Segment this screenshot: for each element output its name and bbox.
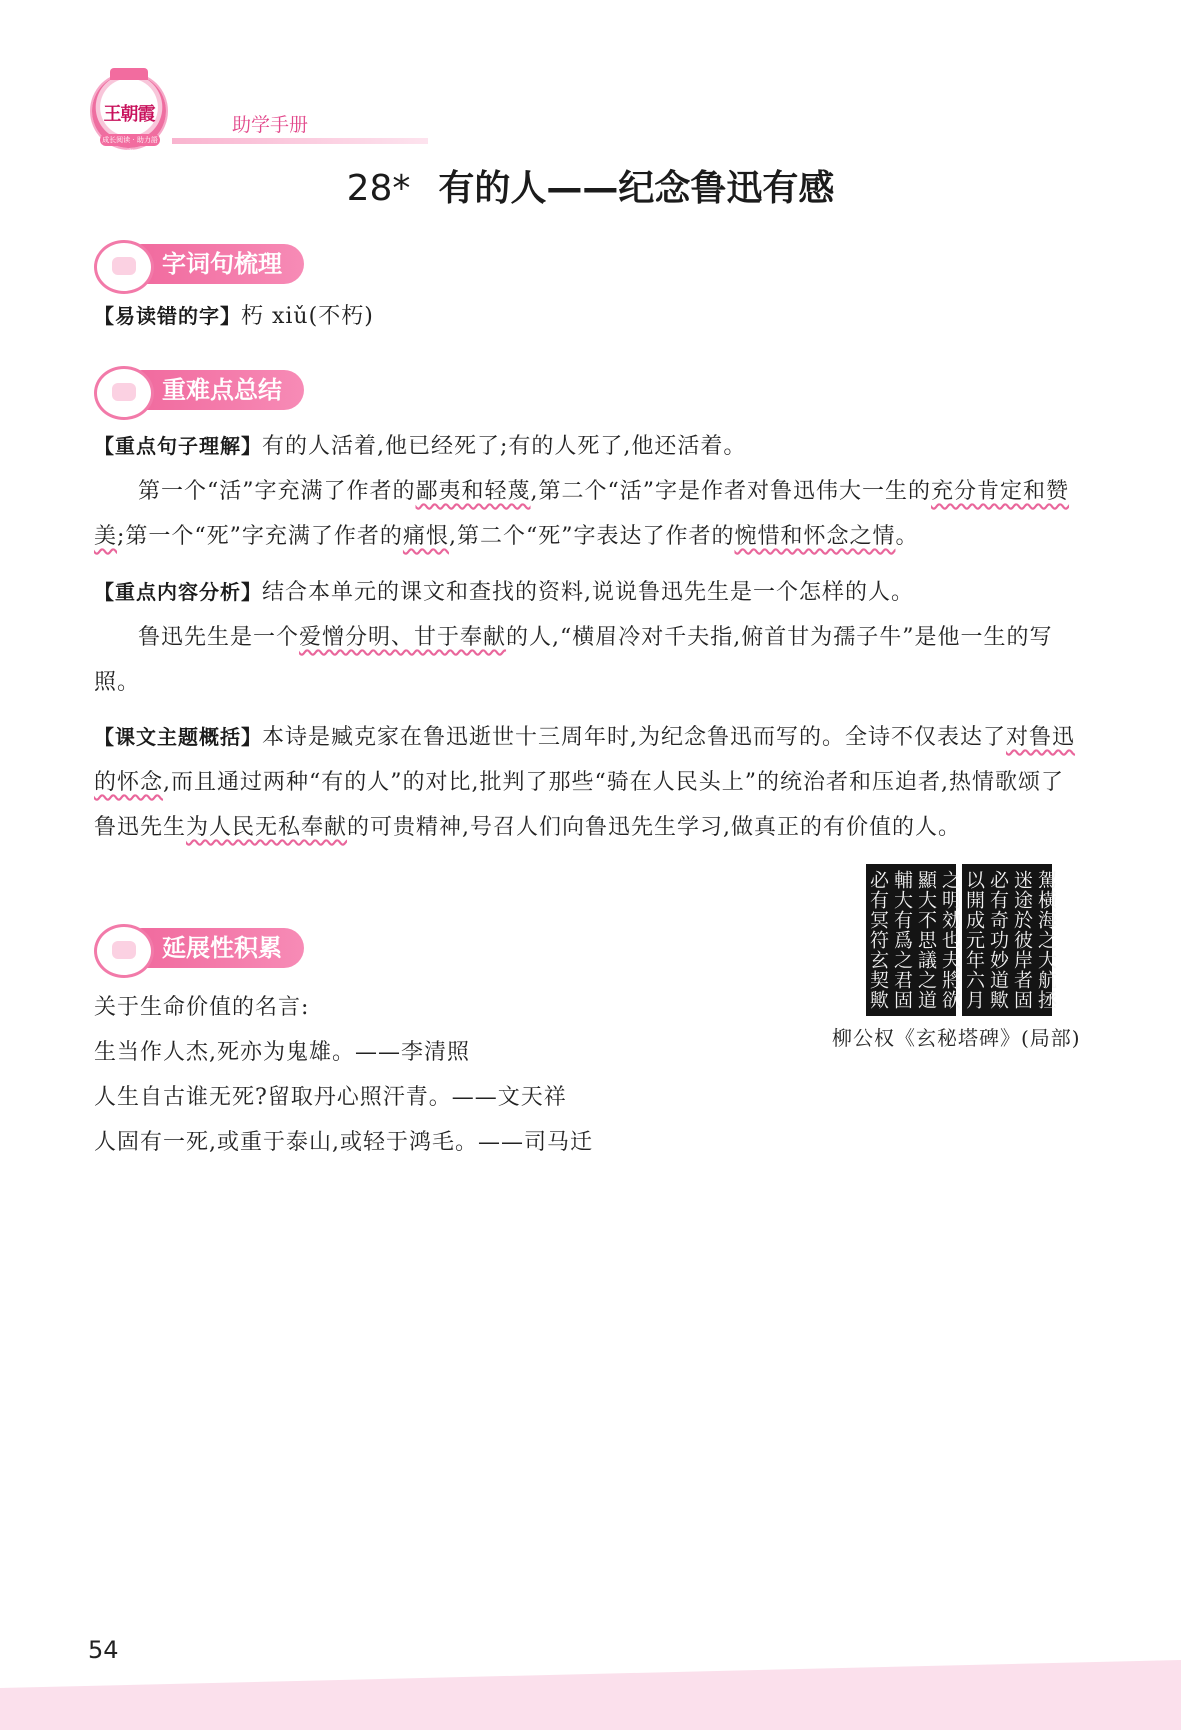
text-run: 。 xyxy=(895,524,919,549)
keyword-label: 【重点内容分析】 xyxy=(94,580,262,604)
section-heading-label: 字词句梳理 xyxy=(122,244,304,284)
logo-text: 王朝霞 xyxy=(103,104,155,125)
text-run: ;第一个“死”字充满了作者的 xyxy=(117,524,403,549)
key-sentence xyxy=(94,424,1084,469)
keyword-label: 【易读错的字】 xyxy=(94,304,241,328)
text-run: 第一个“活”字充满了作者的 xyxy=(138,479,416,504)
highlight-run: 充分肯定和赞美 xyxy=(94,479,1070,549)
quotes-intro: 关于生命价值的名言: xyxy=(94,995,310,1020)
highlight-run: 鄙夷和轻蔑 xyxy=(415,479,531,504)
highlight-run: 为人民无私奉献 xyxy=(186,815,348,840)
highlight-run: 爱憎分明、甘于奉献 xyxy=(299,625,507,650)
key-content xyxy=(94,570,1084,615)
highlight-run: 痛恨 xyxy=(402,524,449,549)
key-sentence-text: 有的人活着,他已经死了;有的人死了,他还活着。 xyxy=(262,434,747,459)
section-heading-label: 重难点总结 xyxy=(122,370,304,410)
publisher-logo xyxy=(92,74,166,156)
stele-panel-right xyxy=(962,864,1057,1016)
highlight-run: 惋惜和怀念之情 xyxy=(734,524,896,549)
stele-column: 顯大不思議之道 xyxy=(915,870,937,1010)
image-caption: 柳公权《玄秘塔碑》(局部) xyxy=(832,1026,1081,1050)
footer-band xyxy=(0,1660,1181,1730)
text-run: 鲁迅先生是一个 xyxy=(138,625,300,650)
quote-line: 人生自古谁无死?留取丹心照汗青。——文天祥 xyxy=(94,1085,567,1110)
lesson-title: 有的人——纪念鲁迅有感 xyxy=(438,168,835,209)
stele-panel-left xyxy=(866,864,961,1016)
logo-ribbon: 成长阅读 · 助力語文 xyxy=(100,134,160,146)
page-header xyxy=(92,70,352,156)
text-run: ,而且通过两种“有的人”的对比,批判了那些“骑在人民头上”的统治者和压迫者,热情歌颂了鲁迅先生 xyxy=(94,770,1064,840)
highlight-run: 对鲁迅的怀念 xyxy=(94,725,1076,795)
page-number: 54 xyxy=(88,1636,119,1664)
stele-column: 駕橫海之大航拯 xyxy=(1035,870,1057,1010)
stele-column: 以開成元年六月 xyxy=(963,870,985,1010)
stele-column: 輔大有爲之君固 xyxy=(891,870,913,1010)
text-run: ,第二个“死”字表达了作者的 xyxy=(448,524,735,549)
text-run: 的可贵精神,号召人们向鲁迅先生学习,做真正的有价值的人。 xyxy=(347,815,962,840)
stele-column: 迷途於彼岸者固 xyxy=(1011,870,1033,1010)
crown-icon xyxy=(110,68,148,80)
key-content-text: 结合本单元的课文和查找的资料,说说鲁迅先生是一个怎样的人。 xyxy=(262,580,914,605)
keyword-label: 【重点句子理解】 xyxy=(94,434,262,458)
quote-line: 人固有一死,或重于泰山,或轻于鸿毛。——司马迁 xyxy=(94,1130,593,1155)
keyword-label: 【课文主题概括】 xyxy=(94,725,262,749)
stele-column: 必有冥符玄契歟 xyxy=(867,870,889,1010)
theme-summary xyxy=(94,715,1084,850)
key-content-explanation xyxy=(94,615,1084,705)
stele-column: 必有奇功妙道歟 xyxy=(987,870,1009,1010)
page-title xyxy=(0,160,1181,211)
stele-column: 之明効也夫將欲 xyxy=(939,870,961,1010)
text-run: ,第二个“活”字是作者对鲁迅伟大一生的 xyxy=(530,479,932,504)
text-run: 的人,“横眉冷对千夫指,俯首甘为孺子牛”是他一生的写照。 xyxy=(94,625,1053,695)
text-run: 本诗是臧克家在鲁迅逝世十三周年时,为纪念鲁迅而写的。全诗不仅表达了 xyxy=(262,725,1006,750)
lesson-number: 28* xyxy=(346,168,411,209)
calligraphy-image xyxy=(866,864,1057,1016)
quote-line: 生当作人杰,死亦为鬼雄。——李清照 xyxy=(94,1040,470,1065)
mascot-icon xyxy=(94,366,154,420)
header-rule xyxy=(172,138,428,144)
mascot-icon xyxy=(94,240,154,294)
header-label: 助学手册 xyxy=(232,114,309,136)
mascot-icon xyxy=(94,924,154,978)
key-sentence-explanation xyxy=(94,469,1084,559)
s1-item xyxy=(94,294,1084,339)
section-heading-label: 延展性积累 xyxy=(122,928,304,968)
s1-text: 朽 xiǔ(不朽) xyxy=(241,304,374,329)
